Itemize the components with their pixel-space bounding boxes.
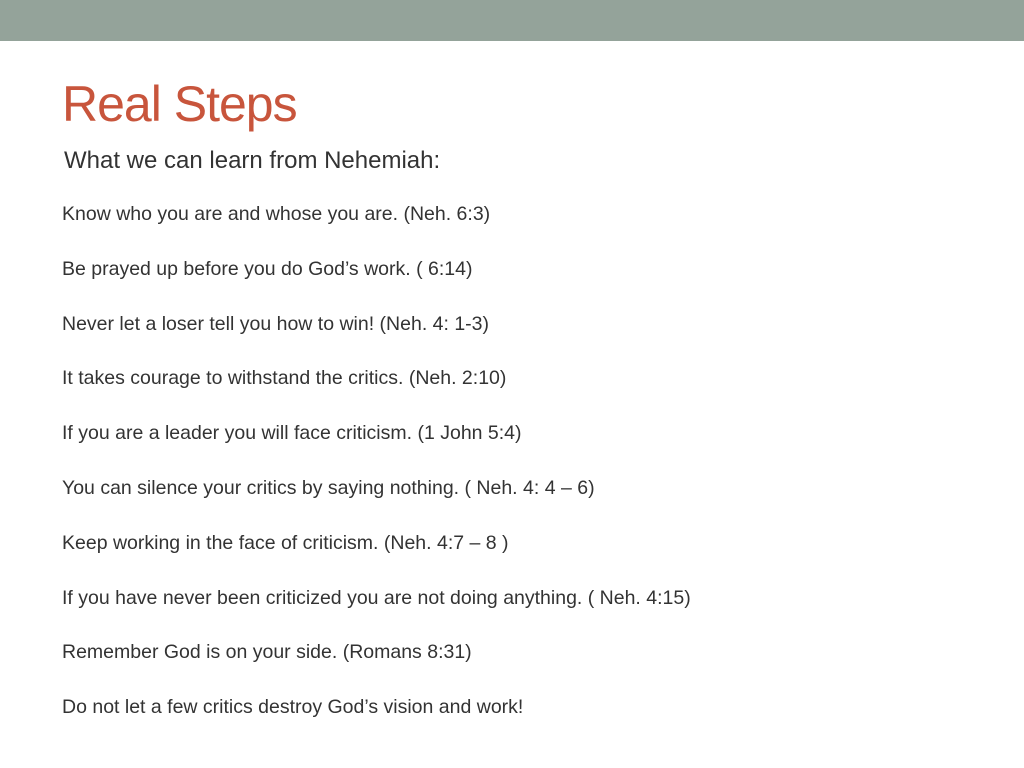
top-accent-bar: [0, 0, 1024, 41]
slide-subtitle: What we can learn from Nehemiah:: [64, 147, 441, 174]
slide-title: Real Steps: [62, 76, 297, 132]
point-item: Never let a loser tell you how to win! (Neh. 4: 1-3): [62, 312, 490, 335]
point-item: Be prayed up before you do God’s work. ( 6:14): [62, 257, 473, 280]
point-item: Do not let a few critics destroy God’s vision and work!: [62, 696, 524, 719]
point-item: It takes courage to withstand the critics. (Neh. 2:10): [62, 367, 507, 390]
point-item: You can silence your critics by saying nothing. ( Neh. 4: 4 – 6): [62, 476, 595, 499]
point-item: If you have never been criticized you are not doing anything. ( Neh. 4:15): [62, 586, 691, 609]
points-list: [62, 200, 691, 748]
point-item: Know who you are and whose you are. (Neh. 6:3): [62, 203, 491, 225]
point-item: Remember God is on your side. (Romans 8:31): [62, 641, 472, 664]
point-item: If you are a leader you will face criticism. (1 John 5:4): [62, 422, 522, 445]
point-item: Keep working in the face of criticism. (Neh. 4:7 – 8 ): [62, 531, 509, 554]
